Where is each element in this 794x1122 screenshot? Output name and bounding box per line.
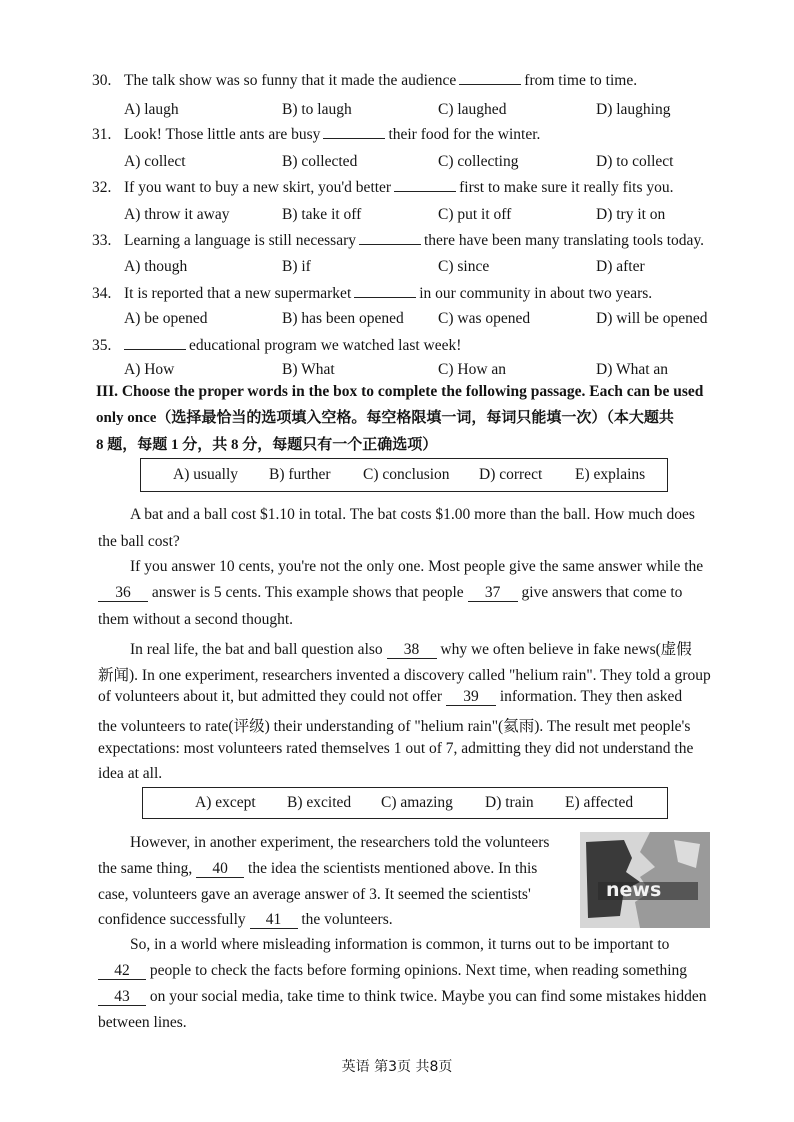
passage-line: 43 on your social media, take time to think twice. Maybe you can find some mistakes hidden [98,988,706,1006]
option-b[interactable]: B) to laugh [282,101,352,118]
word-option: A) except [195,794,256,811]
passage-line: the same thing, 40 the idea the scientists mentioned above. In this [98,860,538,877]
word-option: B) excited [287,794,352,811]
passage-line: 36 answer is 5 cents. This example shows that people 37 give answers that come to [98,584,682,602]
word-box-2 [142,787,668,819]
option-b[interactable]: B) take it off [282,206,362,223]
option-a[interactable]: A) laugh [124,101,179,118]
question-32: 32. If you want to buy a new skirt, you'd better first to make sure it really fits you. [92,179,674,196]
option-b[interactable]: B) collected [282,153,358,170]
word-option: C) amazing [381,794,453,811]
passage-text: If you answer 10 cents, you're not the only one. Most people give the same answer while the [130,558,704,575]
blank-42[interactable]: 42 [98,963,146,980]
passage-text: them without a second thought. [98,611,294,628]
word-box-1 [140,458,668,492]
news-label: news [606,879,662,901]
word-option: D) correct [479,466,543,483]
option-a[interactable]: A) though [124,258,188,275]
passage-text: the volunteers to rate(评级) their understanding of "helium rain"(氦雨). The result met people's [98,718,691,735]
answer-blank[interactable] [323,124,385,139]
option-c[interactable]: C) put it off [438,206,512,223]
option-c[interactable]: C) collecting [438,153,519,170]
passage-line: 42 people to check the facts before forming opinions. Next time, when reading something [98,962,687,980]
option-d[interactable]: D) after [596,258,645,275]
word-option: C) conclusion [363,466,450,483]
passage-text: So, in a world where misleading information is common, it turns out to be important to [130,936,670,953]
section-heading: III. Choose the proper words in the box to complete the following passage. Each can be used only once（选择最恰当的选项填入空格。每空格限填一词，每词只能填一次）（本大题共 8 题，每题 1 分，共 8 分，每题只有一个正确选项） [96,383,704,453]
question-34: 34. It is reported that a new supermarket in our community in about two years. [92,285,653,302]
option-d[interactable]: D) try it on [596,206,666,223]
news-illustration [580,832,710,928]
option-d[interactable]: D) to collect [596,153,674,170]
passage-text: However, in another experiment, the researchers told the volunteers [130,834,550,851]
question-30: 30. The talk show was so funny that it made the audience from time to time. [92,72,638,89]
page-footer: 英语 第3页 共8页 [341,1059,453,1075]
blank-40[interactable]: 40 [196,861,244,878]
word-option: A) usually [173,466,239,483]
blank-38[interactable]: 38 [387,642,437,659]
option-d[interactable]: D) laughing [596,101,671,118]
passage-text: expectations: most volunteers rated themselves 1 out of 7, admitting they did not understand the [98,740,694,757]
news-image [580,832,710,928]
option-d[interactable]: D) will be opened [596,310,708,327]
passage-text: the ball cost? [98,533,180,550]
question-35: 35. educational program we watched last week! [92,337,462,354]
option-c[interactable]: C) How an [438,361,507,378]
passage-text: between lines. [98,1014,187,1031]
word-option: E) explains [575,466,646,483]
word-option: D) train [485,794,534,811]
passage-text: A bat and a ball cost $1.10 in total. The bat costs $1.00 more than the ball. How much does [130,506,695,523]
blank-41[interactable]: 41 [250,912,298,929]
option-a[interactable]: A) be opened [124,310,208,327]
question-31: 31. Look! Those little ants are busy their food for the winter. [92,126,541,143]
option-c[interactable]: C) laughed [438,101,507,118]
passage-line: of volunteers about it, but admitted they could not offer 39 information. They then asked [98,688,683,705]
passage-text: idea at all. [98,765,163,782]
blank-36[interactable]: 36 [98,585,148,602]
question-33: 33. Learning a language is still necessary there have been many translating tools today. [92,232,705,249]
passage-text: case, volunteers gave an average answer of 3. It seemed the scientists' [98,886,531,903]
option-c[interactable]: C) was opened [438,310,531,327]
option-a[interactable]: A) throw it away [124,206,230,223]
option-a[interactable]: A) collect [124,153,186,170]
blank-39[interactable]: 39 [446,689,496,706]
option-c[interactable]: C) since [438,258,490,275]
word-option: B) further [269,466,331,483]
option-a[interactable]: A) How [124,361,175,378]
answer-blank[interactable] [459,70,521,85]
option-b[interactable]: B) if [282,258,311,275]
option-b[interactable]: B) What [282,361,335,378]
blank-43[interactable]: 43 [98,989,146,1006]
blank-37[interactable]: 37 [468,585,518,602]
answer-blank[interactable] [354,283,416,298]
option-b[interactable]: B) has been opened [282,310,404,327]
passage-line: In real life, the bat and ball question also 38 why we often believe in fake news(虚假 [130,641,692,658]
answer-blank[interactable] [124,335,186,350]
answer-blank[interactable] [394,177,456,192]
option-d[interactable]: D) What an [596,361,669,378]
answer-blank[interactable] [359,230,421,245]
word-option: E) affected [565,794,634,811]
passage-text: 新闻). In one experiment, researchers invented a discovery called "helium rain". They told a group [98,667,711,684]
passage-line: confidence successfully 41 the volunteers. [98,911,393,928]
